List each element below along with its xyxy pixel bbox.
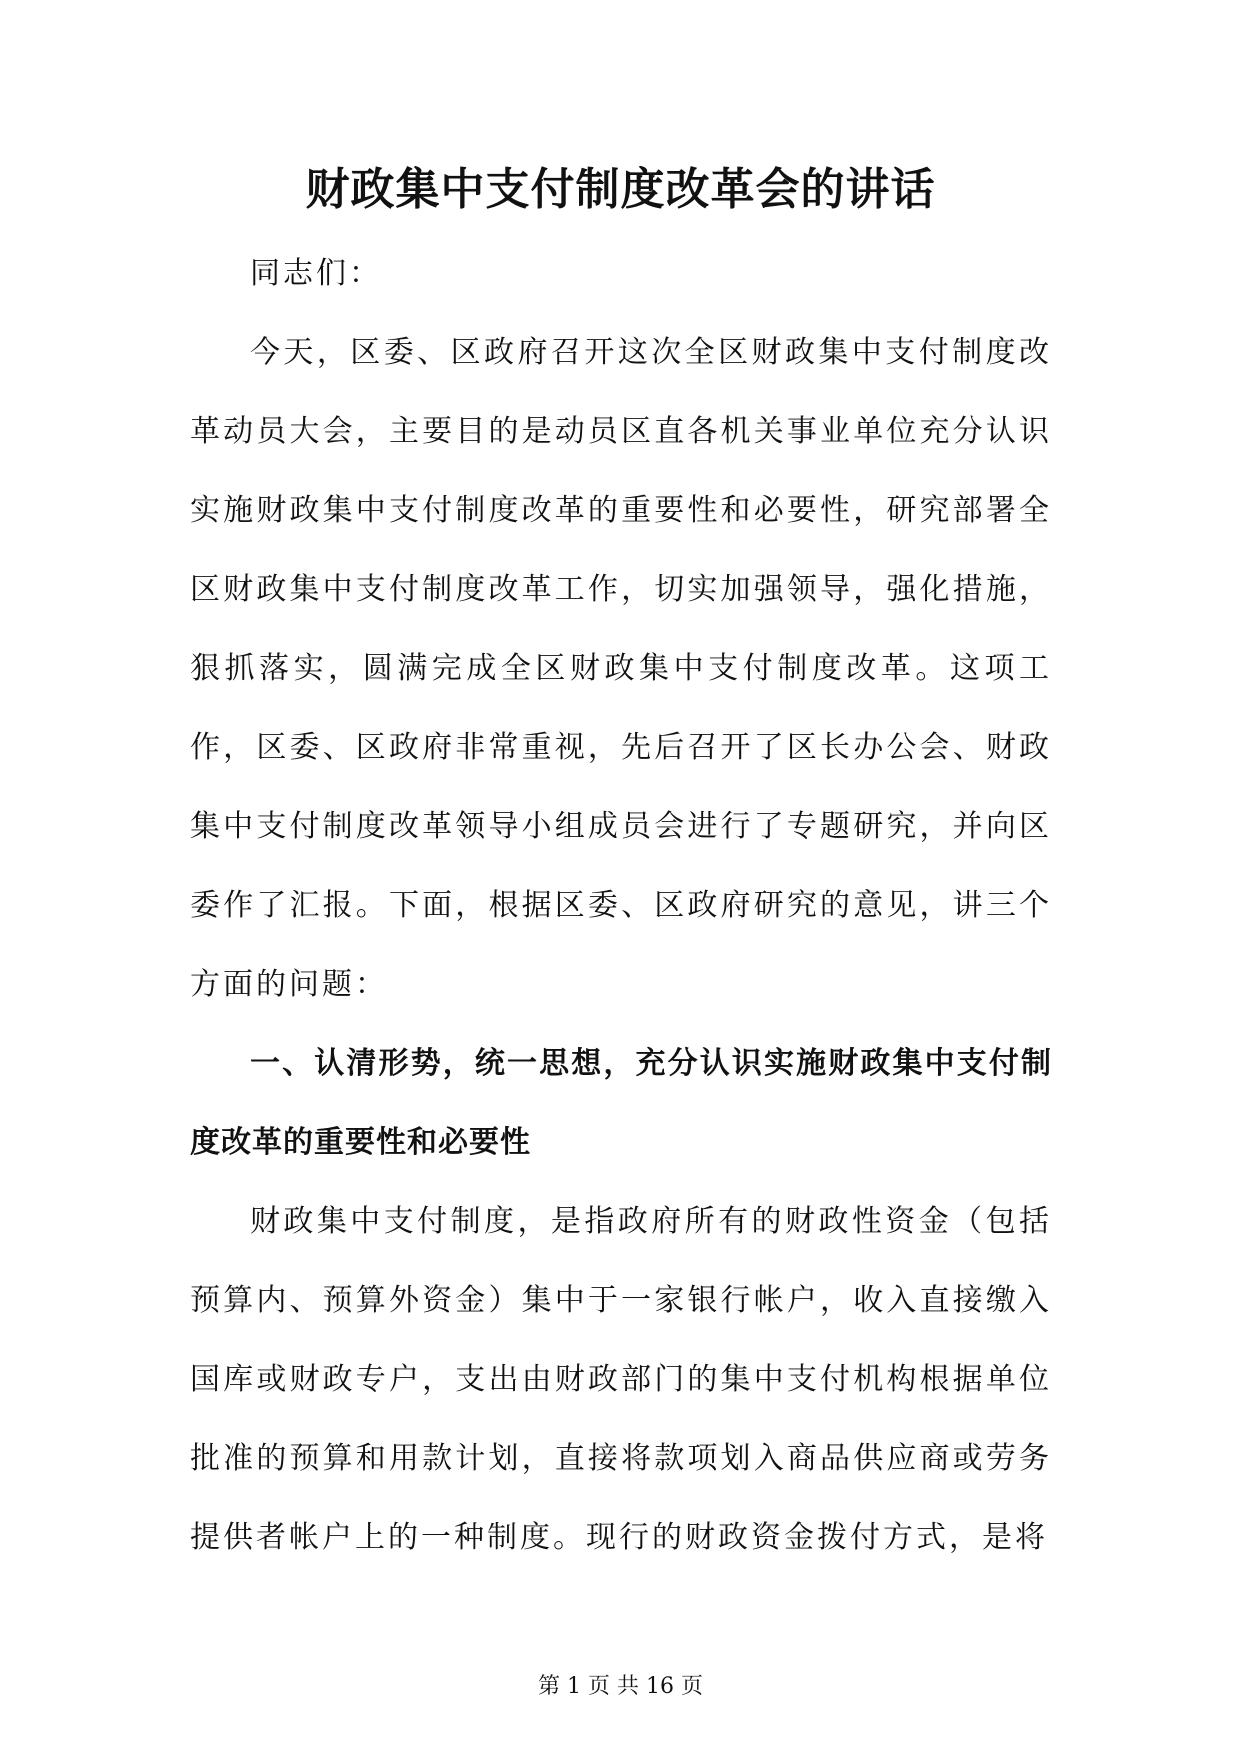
section-heading: 一、认清形势，统一思想，充分认识实施财政集中支付制度改革的重要性和必要性 [190, 1046, 1052, 1160]
document-title: 财政集中支付制度改革会的讲话 [305, 164, 936, 215]
body-paragraph: 财政集中支付制度，是指政府所有的财政性资金（包括预算内、预算外资金）集中于一家银行帐户，收入直接缴入国库或财政专户，支出由财政部门的集中支付机构根据单位批准的预算和用款计划，直接将款项划入商品供应商或劳务提供者帐户上的一种制度。现行的财政资金拨付方式，是将 [190, 1204, 1052, 1555]
document-body [190, 234, 1052, 1577]
greeting-paragraph: 同志们： [250, 256, 382, 291]
page-footer: 第 1 页 共 16 页 [538, 1674, 703, 1699]
intro-paragraph: 今天，区委、区政府召开这次全区财政集中支付制度改革动员大会，主要目的是动员区直各机关事业单位充分认识实施财政集中支付制度改革的重要性和必要性，研究部署全区财政集中支付制度改革工作，切实加强领导，强化措施，狠抓落实，圆满完成全区财政集中支付制度改革。这项工作，区委、区政府非常重视，先后召开了区长办公会、财政集中支付制度改革领导小组成员会进行了专题研究，并向区委作了汇报。下面，根据区委、区政府研究的意见，讲三个方面的问题： [190, 335, 1052, 1002]
